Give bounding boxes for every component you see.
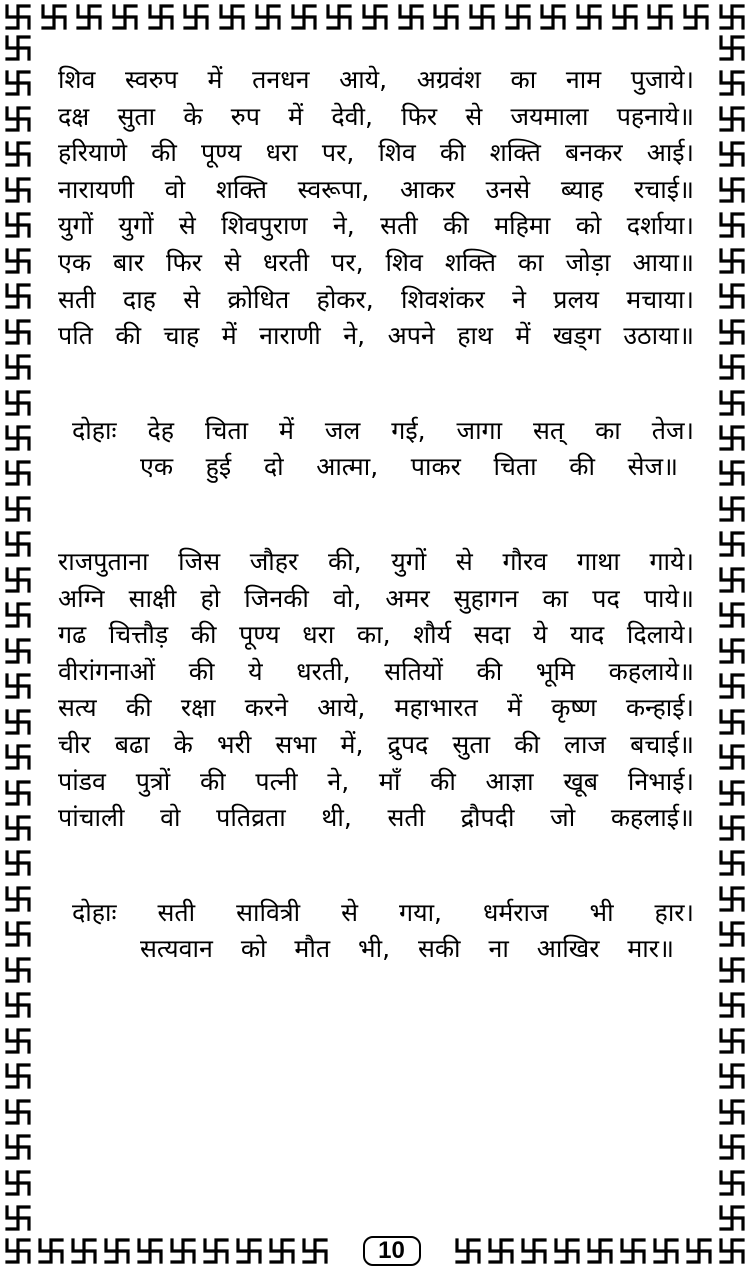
swastika-icon <box>718 1062 746 1090</box>
swastika-icon <box>268 1237 296 1265</box>
swastika-icon <box>136 1237 164 1265</box>
stanza-2 <box>58 544 694 837</box>
swastika-icon <box>4 743 32 771</box>
swastika-icon <box>4 105 32 133</box>
swastika-icon <box>325 3 353 31</box>
swastika-icon <box>4 495 32 523</box>
swastika-icon <box>718 353 746 381</box>
swastika-icon <box>4 424 32 452</box>
swastika-icon <box>4 637 32 665</box>
stanza-1 <box>58 62 694 355</box>
swastika-icon <box>718 920 746 948</box>
swastika-icon <box>4 991 32 1019</box>
swastika-icon <box>4 530 32 558</box>
verse-line: युगों युगों से शिवपुराण ने, सती की महिमा को दर्शाया। <box>58 211 694 241</box>
doha-2 <box>58 895 694 968</box>
verse-line: नारायणी वो शक्ति स्वरूपा, आकर उनसे ब्याह रचाई॥ <box>58 174 694 204</box>
swastika-icon <box>4 1133 32 1161</box>
swastika-icon <box>718 34 746 62</box>
swastika-icon <box>611 3 639 31</box>
swastika-icon <box>4 1204 32 1232</box>
swastika-icon <box>4 1169 32 1197</box>
swastika-icon <box>4 353 32 381</box>
verse-line: गढ चित्तौड़ की पूण्य धरा का, शौर्य सदा ये याद दिलाये। <box>58 620 694 650</box>
swastika-icon <box>254 3 282 31</box>
swastika-icon <box>218 3 246 31</box>
swastika-icon <box>4 247 32 275</box>
swastika-icon <box>487 1237 515 1265</box>
doha-line: एक हुई दो आत्मा, पाकर चिता की सेज॥ <box>140 452 678 482</box>
swastika-icon <box>4 389 32 417</box>
swastika-icon <box>454 1237 482 1265</box>
swastika-icon <box>4 566 32 594</box>
swastika-icon <box>718 1169 746 1197</box>
swastika-icon <box>718 140 746 168</box>
swastika-icon <box>718 282 746 310</box>
left-border <box>2 34 34 1232</box>
page-number: 10 <box>363 1236 421 1266</box>
swastika-icon <box>182 3 210 31</box>
swastika-icon <box>718 956 746 984</box>
swastika-icon <box>147 3 175 31</box>
verse-line: दक्ष सुता के रुप में देवी, फिर से जयमाला पहनाये॥ <box>58 101 694 131</box>
swastika-icon <box>169 1237 197 1265</box>
swastika-icon <box>718 459 746 487</box>
doha-line: दोहाः देह चिता में जल गई, जागा सत् का तेज। <box>72 415 694 445</box>
swastika-icon <box>718 389 746 417</box>
swastika-icon <box>718 69 746 97</box>
swastika-icon <box>718 318 746 346</box>
swastika-icon <box>235 1237 263 1265</box>
swastika-icon <box>718 105 746 133</box>
swastika-icon <box>718 1237 746 1265</box>
swastika-icon <box>37 1237 65 1265</box>
swastika-icon <box>111 3 139 31</box>
swastika-icon <box>4 318 32 346</box>
swastika-icon <box>718 991 746 1019</box>
swastika-icon <box>504 3 532 31</box>
swastika-icon <box>718 3 746 31</box>
swastika-icon <box>4 1062 32 1090</box>
verse-line: राजपुताना जिस जौहर की, युगों से गौरव गाथा गाये। <box>58 546 694 576</box>
swastika-icon <box>646 3 674 31</box>
swastika-icon <box>718 637 746 665</box>
swastika-icon <box>718 885 746 913</box>
swastika-icon <box>432 3 460 31</box>
swastika-icon <box>685 1237 713 1265</box>
swastika-icon <box>718 1098 746 1126</box>
doha-1 <box>58 413 694 486</box>
verse-line: एक बार फिर से धरती पर, शिव शक्ति का जोड़ा आया॥ <box>58 247 694 277</box>
verse-line: पांचाली वो पतिव्रता थी, सती द्रौपदी जो कहलाई॥ <box>58 803 694 833</box>
top-border <box>0 0 750 34</box>
swastika-icon <box>202 1237 230 1265</box>
swastika-icon <box>718 1027 746 1055</box>
swastika-icon <box>4 956 32 984</box>
swastika-icon <box>4 176 32 204</box>
swastika-icon <box>718 211 746 239</box>
verse-line: वीरांगनाओं की ये धरती, सतियों की भूमि कहलाये॥ <box>58 656 694 686</box>
swastika-icon <box>718 176 746 204</box>
verse-line: शिव स्वरुप में तनधन आये, अग्रवंश का नाम पुजाये। <box>58 65 694 94</box>
swastika-icon <box>468 3 496 31</box>
verse-line: सत्य की रक्षा करने आये, महाभारत में कृष्ण कन्हाई। <box>58 693 694 723</box>
swastika-icon <box>718 814 746 842</box>
swastika-icon <box>70 1237 98 1265</box>
swastika-icon <box>682 3 710 31</box>
swastika-icon <box>4 672 32 700</box>
swastika-icon <box>539 3 567 31</box>
swastika-icon <box>75 3 103 31</box>
swastika-icon <box>619 1237 647 1265</box>
swastika-icon <box>103 1237 131 1265</box>
swastika-icon <box>718 1133 746 1161</box>
swastika-icon <box>4 34 32 62</box>
swastika-icon <box>290 3 318 31</box>
swastika-icon <box>575 3 603 31</box>
swastika-icon <box>718 601 746 629</box>
swastika-icon <box>4 1098 32 1126</box>
swastika-icon <box>586 1237 614 1265</box>
swastika-icon <box>4 459 32 487</box>
swastika-icon <box>4 140 32 168</box>
verse-line: पांडव पुत्रों की पत्नी ने, माँ की आज्ञा खूब निभाई। <box>58 766 694 796</box>
doha-line: सत्यवान को मौत भी, सकी ना आखिर मार॥ <box>140 934 674 964</box>
swastika-icon <box>718 708 746 736</box>
swastika-icon <box>4 1027 32 1055</box>
swastika-icon <box>4 885 32 913</box>
verse-line: चीर बढा के भरी सभा में, द्रुपद सुता की लाज बचाई॥ <box>58 729 694 759</box>
swastika-icon <box>4 1237 32 1265</box>
swastika-icon <box>4 3 32 31</box>
swastika-icon <box>4 814 32 842</box>
swastika-icon <box>4 601 32 629</box>
swastika-icon <box>553 1237 581 1265</box>
swastika-icon <box>718 566 746 594</box>
swastika-icon <box>718 849 746 877</box>
swastika-icon <box>4 69 32 97</box>
verse-line: अग्नि साक्षी हो जिनकी वो, अमर सुहागन का पद पाये॥ <box>58 583 694 613</box>
swastika-icon <box>718 779 746 807</box>
verse-line: सती दाह से क्रोधित होकर, शिवशंकर ने प्रलय मचाया। <box>58 284 694 314</box>
verse-line: हरियाणे की पूण्य धरा पर, शिव की शक्ति बनकर आई। <box>58 138 694 168</box>
verse-line: पति की चाह में नाराणी ने, अपने हाथ में खड्ग उठाया॥ <box>58 321 694 351</box>
swastika-icon <box>718 247 746 275</box>
swastika-icon <box>4 849 32 877</box>
swastika-icon <box>4 282 32 310</box>
swastika-icon <box>718 495 746 523</box>
bottom-border-right-group <box>454 1237 746 1265</box>
swastika-icon <box>520 1237 548 1265</box>
swastika-icon <box>4 920 32 948</box>
swastika-icon <box>652 1237 680 1265</box>
swastika-icon <box>718 672 746 700</box>
swastika-icon <box>301 1237 329 1265</box>
swastika-icon <box>361 3 389 31</box>
right-border <box>716 34 748 1232</box>
swastika-icon <box>4 211 32 239</box>
bottom-border <box>0 1233 750 1269</box>
swastika-icon <box>4 708 32 736</box>
swastika-icon <box>718 530 746 558</box>
swastika-icon <box>397 3 425 31</box>
swastika-icon <box>718 424 746 452</box>
swastika-icon <box>40 3 68 31</box>
doha-line: दोहाः सती सावित्री से गया, धर्मराज भी हार। <box>72 897 694 927</box>
swastika-icon <box>718 1204 746 1232</box>
poem-content <box>58 62 694 968</box>
swastika-icon <box>4 779 32 807</box>
swastika-icon <box>718 743 746 771</box>
bottom-border-left-group <box>4 1237 329 1265</box>
